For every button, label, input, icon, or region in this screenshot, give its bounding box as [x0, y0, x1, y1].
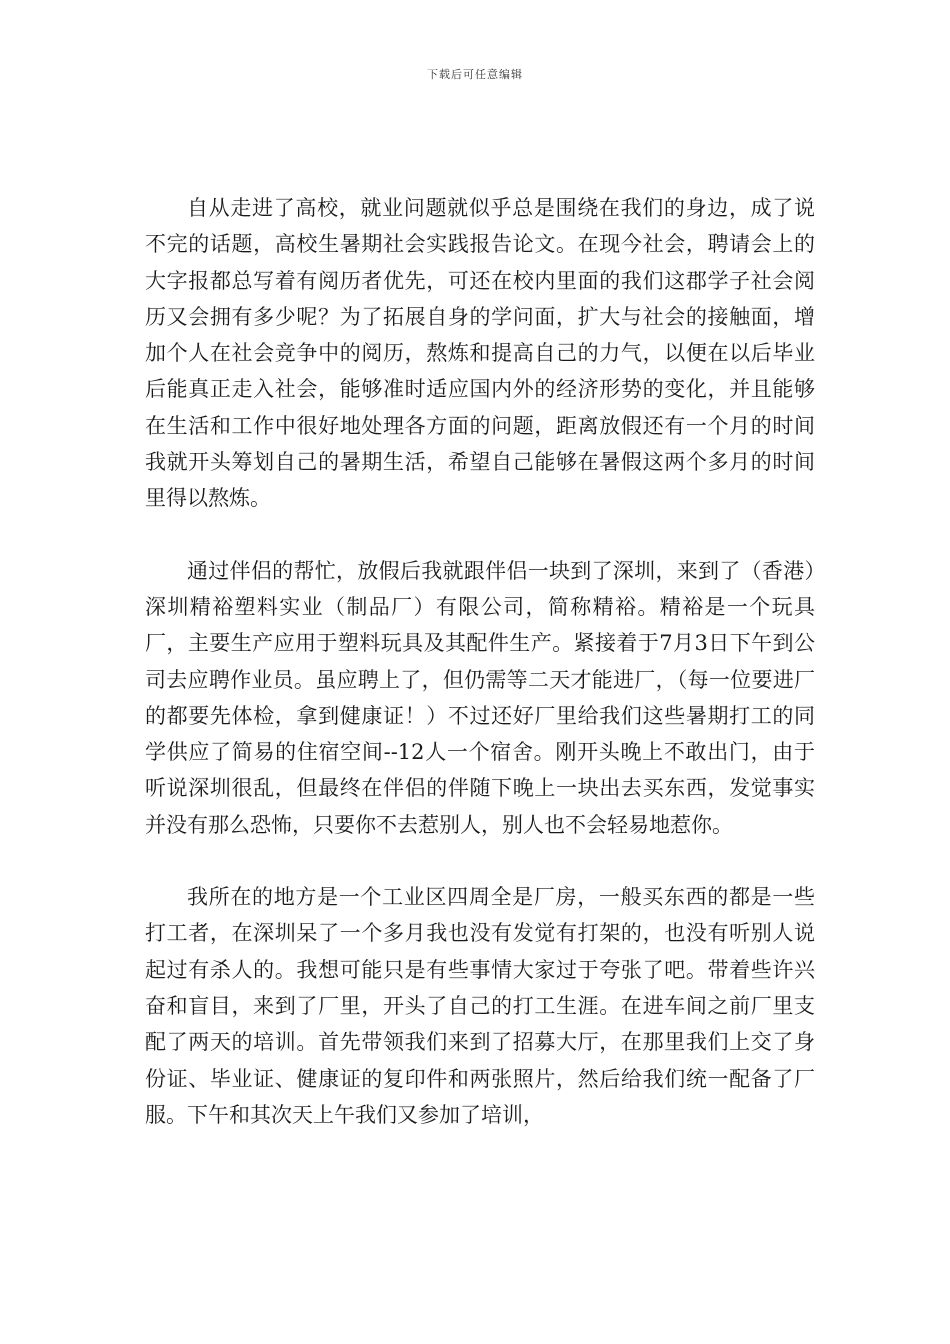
paragraph-1: 自从走进了高校，就业问题就似乎总是围绕在我们的身边，成了说不完的话题，高校生暑期社会实践报告论文。在现今社会，聘请会上的大字报都总写着有阅历者优先，可还在校内里面的我们这郡学子社会阅历又会拥有多少呢？为了拓展自身的学问面，扩大与社会的接触面，增加个人在社会竞争中的阅历，熬炼和提高自己的力气，以便在以后毕业后能真正走入社会，能够准时适应国内外的经济形势的变化，并且能够在生活和工作中很好地处理各方面的问题，距离放假还有一个月的时间我就开头筹划自己的暑期生活，希望自己能够在暑假这两个多月的时间里得以熬炼。 [145, 196, 815, 511]
paragraph-3: 我所在的地方是一个工业区四周全是厂房，一般买东西的都是一些打工者，在深圳呆了一个多月我也没有发觉有打架的，也没有听别人说起过有杀人的。我想可能只是有些事情大家过于夸张了吧。带着些许兴奋和盲目，来到了厂里，开头了自己的打工生涯。在进车间之前厂里支配了两天的培训。首先带领我们来到了招募大厅，在那里我们上交了身份证、毕业证、健康证的复印件和两张照片，然后给我们统一配备了厂服。下午和其次天上午我们又参加了培训， [145, 885, 815, 1127]
body-text [145, 190, 815, 1133]
paragraph-2: 通过伴侣的帮忙，放假后我就跟伴侣一块到了深圳，来到了（香港）深圳精裕塑料实业（制品厂）有限公司，简称精裕。精裕是一个玩具厂，主要生产应用于塑料玩具及其配件生产。紧接着于7月3日下午到公司去应聘作业员。虽应聘上了，但仍需等二天才能进厂，（每一位要进厂的都要先体检，拿到健康证！）不过还好厂里给我们这些暑期打工的同学供应了简易的住宿空间--12人一个宿舍。刚开头晚上不敢出门，由于听说深圳很乱，但最终在伴侣的伴随下晚上一块出去买东西，发觉事实并没有那么恐怖，只要你不去惹别人，别人也不会轻易地惹你。 [145, 558, 815, 837]
header-note: 下载后可任意编辑 [427, 68, 523, 81]
